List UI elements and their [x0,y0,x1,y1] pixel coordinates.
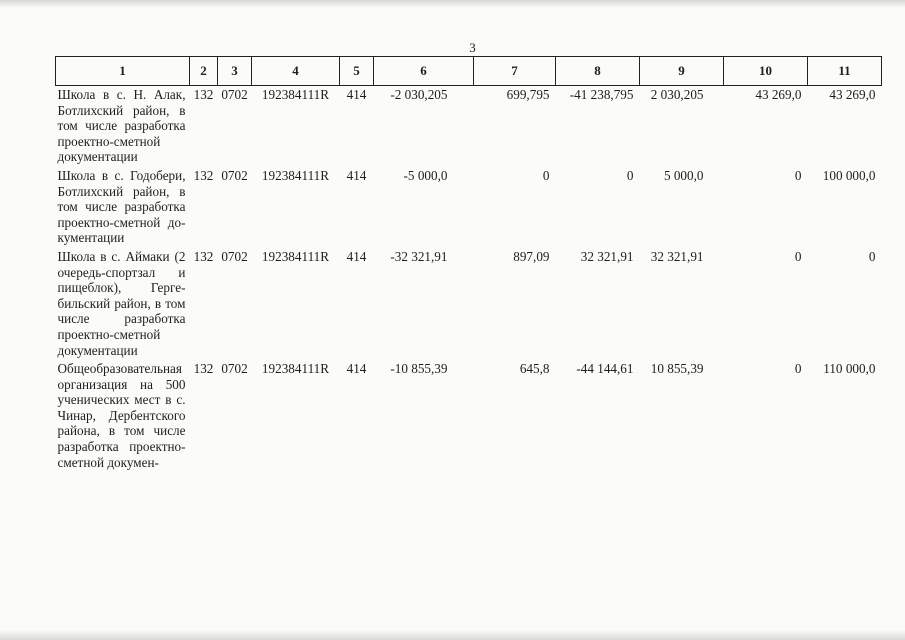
column-header-8: 8 [556,57,640,86]
cell-value-11: 100 000,0 [822,167,876,183]
table-row [56,86,882,167]
cell-value-7: 645,8 [519,361,550,377]
cell-target-code: 192384111R [261,87,330,102]
cell-target-code: 192384111R [261,167,330,183]
cell-value-8: -41 238,795 [569,87,634,102]
cell-expense-type: 414 [346,87,367,102]
cell-admin-code: 132 [193,248,214,264]
cell-value-9: 5 000,0 [663,167,704,183]
cell-value-11: 0 [868,248,876,264]
cell-value-7: 0 [542,167,550,183]
cell-value-11: 110 000,0 [823,361,876,377]
table-row [56,360,882,472]
cell-value-9: 32 321,91 [650,248,704,264]
cell-value-8: -44 144,61 [576,361,634,377]
cell-target-code: 192384111R [261,248,330,264]
cell-value-10: 0 [794,248,802,264]
column-header-7: 7 [474,57,556,86]
cell-admin-code: 132 [193,87,214,102]
cell-admin-code: 132 [193,167,214,183]
header-row [56,57,882,86]
column-header-4: 4 [252,57,340,86]
object-name: Школа в с. Аймаки (2 очередь-спортзал и пищеблок), Гергебильский район, в том числе разработка проектно-сметной документации [57,248,186,358]
budget-table [55,56,882,472]
column-header-11: 11 [808,57,882,86]
cell-section-code: 0702 [221,361,248,377]
cell-section-code: 0702 [221,167,248,183]
cell-value-6: -32 321,91 [390,248,448,264]
page-number: 3 [469,40,476,55]
cell-admin-code: 132 [193,361,214,377]
column-header-5: 5 [340,57,374,86]
cell-value-8: 0 [626,167,634,183]
cell-value-6: -2 030,205 [390,87,448,102]
cell-expense-type: 414 [346,361,367,377]
column-header-2: 2 [190,57,218,86]
table-header [56,57,882,86]
scan-edge-bottom [0,630,905,640]
cell-section-code: 0702 [221,87,248,102]
cell-value-7: 897,09 [513,248,550,264]
scan-edge-top [0,0,905,8]
cell-value-8: 32 321,91 [580,248,634,264]
object-name: Общеобразовательная организация на 500 ученических мест в с. Чинар, Дербентского района, в том числе разработка проектно-сметной докумен- [57,361,186,470]
cell-expense-type: 414 [346,167,367,183]
cell-value-9: 10 855,39 [650,361,704,377]
cell-value-10: 0 [794,167,802,183]
cell-target-code: 192384111R [261,361,330,377]
column-header-3: 3 [218,57,252,86]
table-row [56,248,882,360]
column-header-6: 6 [374,57,474,86]
column-header-9: 9 [640,57,724,86]
cell-section-code: 0702 [221,248,248,264]
table-row [56,167,882,248]
cell-value-7: 699,795 [506,87,550,102]
cell-expense-type: 414 [346,248,367,264]
table-body [56,86,882,473]
cell-value-11: 43 269,0 [829,87,876,102]
cell-value-9: 2 030,205 [650,87,704,102]
object-name: Школа в с. Годобери, Ботлихский район, в том числе разработка проектно-сметной документации [57,167,186,246]
cell-value-10: 0 [794,361,802,377]
cell-value-6: -5 000,0 [403,167,448,183]
cell-value-10: 43 269,0 [755,87,802,102]
column-header-10: 10 [724,57,808,86]
object-name: Школа в с. Н. Алак, Ботлихский район, в том числе разработка проектно-сметной документации [57,87,186,165]
column-header-1: 1 [56,57,190,86]
cell-value-6: -10 855,39 [390,361,448,377]
